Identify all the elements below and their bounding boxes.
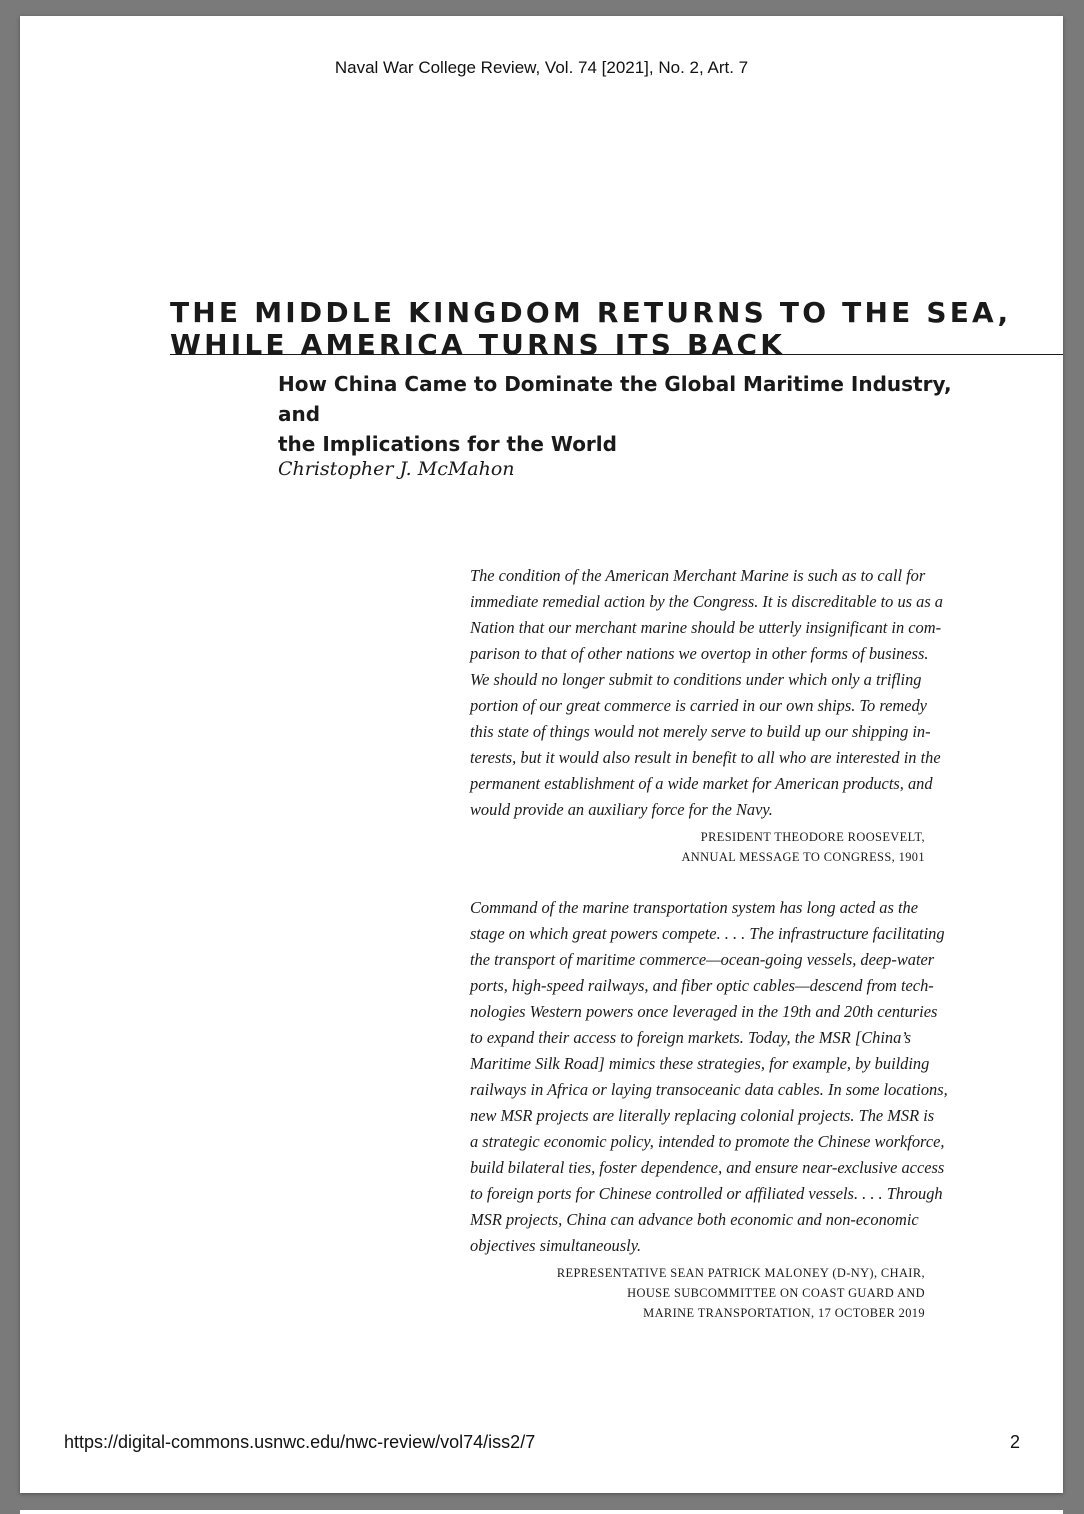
article-title [170, 296, 1012, 361]
article-subtitle-line: How China Came to Dominate the Global Maritime Industry, and [278, 372, 952, 426]
epigraph-maloney [470, 895, 950, 1323]
quote-line: Command of the marine transportation system has long acted as the [470, 898, 918, 917]
article-subtitle [278, 369, 978, 459]
next-page-edge [20, 1510, 1063, 1514]
quote-line: would provide an auxiliary force for the Navy. [470, 800, 773, 819]
quote-line: immediate remedial action by the Congress. It is discreditable to us as a [470, 592, 943, 611]
quote-line: parison to that of other nations we overtop in other forms of business. [470, 644, 929, 663]
article-title-line: WHILE AMERICA TURNS ITS BACK [170, 328, 786, 361]
quote-line: Nation that our merchant marine should be utterly insignificant in com- [470, 618, 942, 637]
quote-line: terests, but it would also result in benefit to all who are interested in the [470, 748, 941, 767]
quote-line: to expand their access to foreign markets. Today, the MSR [China’s [470, 1028, 911, 1047]
quote-line: ports, high-speed railways, and fiber optic cables—descend from tech- [470, 976, 934, 995]
quote-line: stage on which great powers compete. . . . The infrastructure facilitating [470, 924, 945, 943]
quote-line: to foreign ports for Chinese controlled or affiliated vessels. . . . Through [470, 1184, 943, 1203]
page-number: 2 [1009, 1432, 1020, 1452]
quote-line: permanent establishment of a wide market for American products, and [470, 774, 933, 793]
quote-line: build bilateral ties, foster dependence, and ensure near-exclusive access [470, 1158, 945, 1177]
attribution-line: REPRESENTATIVE SEAN PATRICK MALONEY (D-NY), CHAIR, [556, 1266, 925, 1280]
quote-line: the transport of maritime commerce—ocean-going vessels, deep-water [470, 950, 935, 969]
attribution-line: ANNUAL MESSAGE TO CONGRESS, 1901 [681, 850, 925, 864]
quote-line: MSR projects, China can advance both economic and non-economic [470, 1210, 919, 1229]
quote-line: The condition of the American Merchant Marine is such as to call for [470, 566, 926, 585]
article-subtitle-line: the Implications for the World [278, 432, 617, 456]
footer-url: https://digital-commons.usnwc.edu/nwc-review/vol74/iss2/7 [64, 1432, 536, 1452]
quote-line: a strategic economic policy, intended to promote the Chinese workforce, [470, 1132, 945, 1151]
epigraph-attribution [470, 827, 950, 867]
document-page [20, 16, 1063, 1493]
quote-line: this state of things would not merely serve to build up our shipping in- [470, 722, 931, 741]
epigraph-attribution [470, 1263, 950, 1323]
quote-line: objectives simultaneously. [470, 1236, 642, 1255]
running-head: Naval War College Review, Vol. 74 [2021], No. 2, Art. 7 [334, 58, 749, 77]
quote-line: nologies Western powers once leveraged in the 19th and 20th centuries [470, 1002, 938, 1021]
article-title-line: THE MIDDLE KINGDOM RETURNS TO THE SEA, [170, 296, 1012, 329]
quote-line: We should no longer submit to conditions under which only a trifling [470, 670, 922, 689]
quote-line: Maritime Silk Road] mimics these strategies, for example, by building [470, 1054, 930, 1073]
epigraph-quote [470, 895, 950, 1259]
title-rule [170, 354, 1063, 355]
epigraph-roosevelt [470, 563, 950, 867]
quote-line: railways in Africa or laying transoceanic data cables. In some locations, [470, 1080, 948, 1099]
quote-line: portion of our great commerce is carried in our own ships. To remedy [470, 696, 927, 715]
author-name: Christopher J. McMahon [278, 458, 515, 480]
attribution-line: HOUSE SUBCOMMITTEE ON COAST GUARD AND [627, 1286, 925, 1300]
epigraph-quote [470, 563, 950, 823]
attribution-line: MARINE TRANSPORTATION, 17 OCTOBER 2019 [643, 1306, 925, 1320]
attribution-line: PRESIDENT THEODORE ROOSEVELT, [700, 830, 925, 844]
quote-line: new MSR projects are literally replacing colonial projects. The MSR is [470, 1106, 935, 1125]
